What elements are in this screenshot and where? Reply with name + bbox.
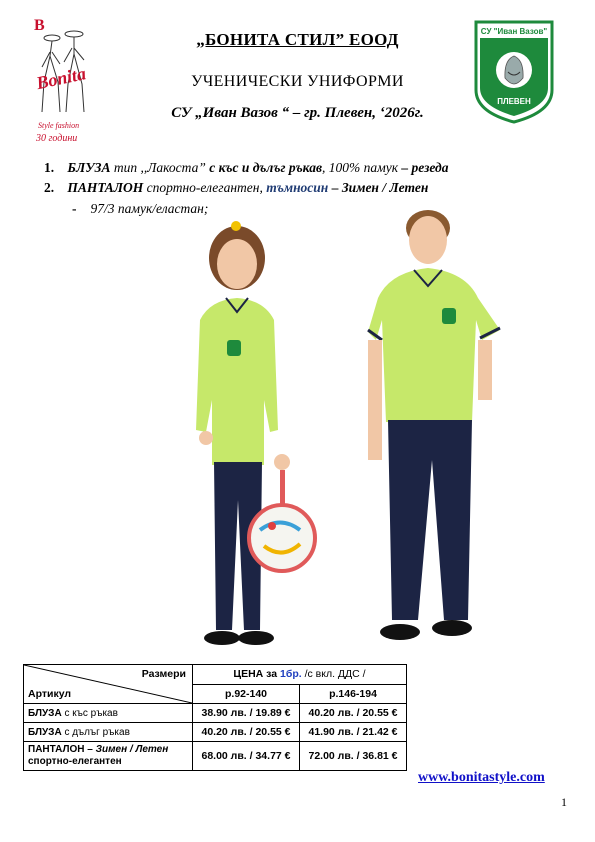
- dash: -: [72, 201, 77, 216]
- table-row: [24, 723, 407, 742]
- item-color: тъмносин: [266, 180, 329, 195]
- logo-brand: Bonita: [34, 63, 88, 94]
- item-number: 2.: [44, 180, 55, 195]
- item-season: – Зимен / Летен: [328, 180, 429, 195]
- item-number: 1.: [44, 160, 55, 175]
- item-type: тип ,,Лакоста”: [110, 160, 206, 175]
- crest-bottom-text: ПЛЕВЕН: [497, 97, 531, 106]
- item-sleeves: с къс и дълъг ръкав: [205, 160, 322, 175]
- uniform-photo: [160, 200, 520, 655]
- boy-figure: [368, 210, 500, 640]
- row-label: [24, 704, 193, 723]
- item-style: спортно-елегантен,: [143, 180, 267, 195]
- sizes-header: Размери: [141, 668, 186, 680]
- composition-text: 97/3 памук/еластан;: [90, 201, 209, 216]
- row-desc: с къс ръкав: [61, 707, 118, 719]
- price-suffix: /с вкл. ДДС /: [301, 668, 366, 681]
- item-color: – резеда: [401, 160, 449, 175]
- price-prefix: ЦЕНА за: [233, 668, 281, 681]
- table-row: [24, 742, 407, 771]
- item-name: БЛУЗА: [67, 160, 111, 175]
- page-number: 1: [561, 795, 567, 809]
- row-desc: – Зимен / Летен: [84, 744, 169, 755]
- list-item-blouse: [44, 160, 448, 176]
- row-name: БЛУЗА: [28, 726, 62, 738]
- row-name: ПАНТАЛОН: [28, 744, 85, 755]
- row-name: БЛУЗА: [28, 707, 62, 719]
- website-link[interactable]: www.bonitastyle.com: [418, 770, 545, 785]
- article-header: Артикул: [28, 688, 72, 700]
- price-header: [193, 665, 407, 685]
- size-col-1: р.92-140: [193, 684, 300, 704]
- row-label: [24, 742, 193, 771]
- logo-tagline: Style fashion: [38, 121, 80, 130]
- logo-anniversary: 30 години: [36, 133, 78, 144]
- crest-top-text: СУ "Иван Вазов": [480, 27, 548, 36]
- row-desc: с дълъг ръкав: [61, 726, 130, 738]
- row-label: [24, 723, 193, 742]
- item-name: ПАНТАЛОН: [67, 180, 144, 195]
- price-cell: 72.00 лв. / 36.81 €: [300, 742, 407, 771]
- table-corner-header: [24, 665, 193, 704]
- price-cell: 40.20 лв. / 20.55 €: [193, 723, 300, 742]
- size-col-2: р.146-194: [300, 684, 407, 704]
- list-item-trousers: [44, 180, 428, 196]
- row-desc-2: спортно-елегантен: [28, 756, 122, 767]
- price-cell: 41.90 лв. / 21.42 €: [300, 723, 407, 742]
- girl-figure: [196, 221, 315, 645]
- school-line: СУ „Иван Вазов “ – гр. Плевен, ‘2026г.: [171, 105, 424, 121]
- company-name: „БОНИТА СТИЛ” ЕООД: [196, 30, 399, 49]
- logo-initial: B: [34, 17, 45, 34]
- price-cell: 40.20 лв. / 20.55 €: [300, 704, 407, 723]
- document-title: УЧЕНИЧЕСКИ УНИФОРМИ: [191, 73, 404, 90]
- price-cell: 38.90 лв. / 19.89 €: [193, 704, 300, 723]
- table-row: [24, 704, 407, 723]
- price-table: [23, 664, 407, 771]
- item-material: , 100% памук: [321, 160, 402, 175]
- price-cell: 68.00 лв. / 34.77 €: [193, 742, 300, 771]
- price-qty: 1бр.: [280, 668, 302, 681]
